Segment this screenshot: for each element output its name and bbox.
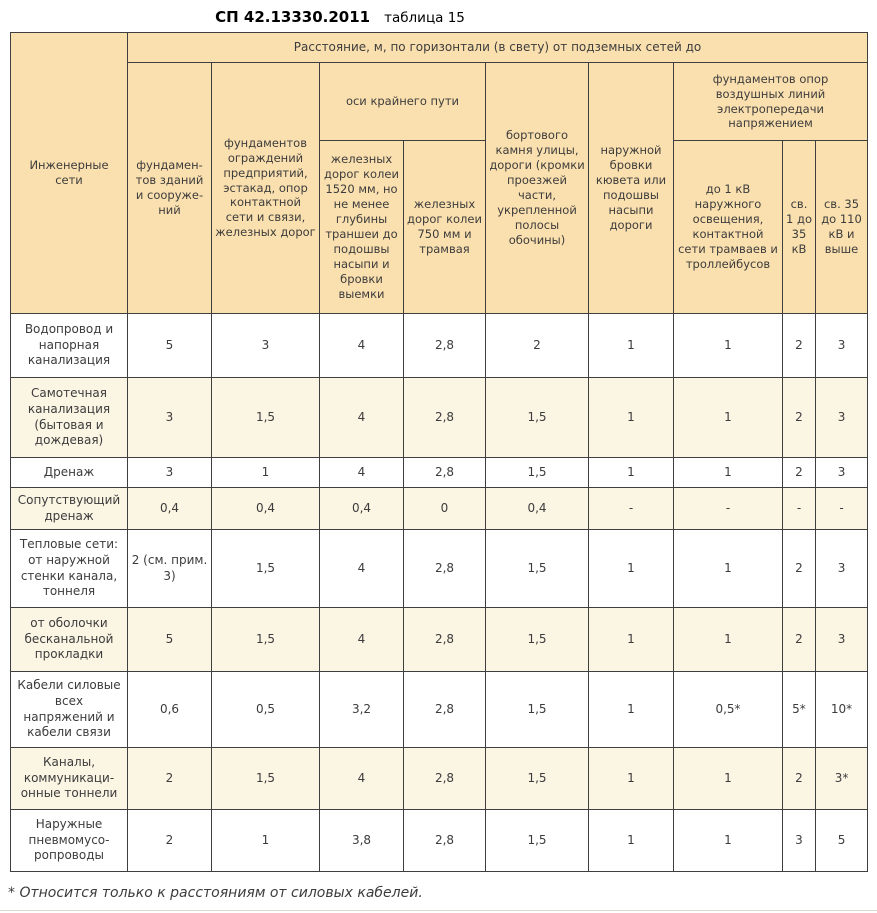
table-body [11, 314, 868, 872]
cell-value: 2 [783, 608, 816, 672]
cell-value: 1 [212, 810, 320, 872]
cell-value: 3,8 [320, 810, 404, 872]
cell-value: 1,5 [212, 748, 320, 810]
cell-value: 2 [783, 378, 816, 458]
cell-value: 2 [783, 458, 816, 488]
cell-value: 3,2 [320, 672, 404, 748]
table-number-label: таблица 15 [384, 10, 465, 26]
row-label: Каналы, коммуникаци-онные тоннели [11, 748, 128, 810]
cell-value: 3 [128, 378, 212, 458]
cell-value: 1 [589, 810, 674, 872]
cell-value: 1,5 [486, 672, 589, 748]
cell-value: 0,5* [674, 672, 783, 748]
cell-value: 4 [320, 458, 404, 488]
cell-value: 1 [674, 530, 783, 608]
header-engineering-networks: Инженерные сети [11, 33, 128, 314]
table-row [11, 810, 868, 872]
cell-value: 0,5 [212, 672, 320, 748]
cell-value: 4 [320, 378, 404, 458]
row-label: Водопровод и напорная канализация [11, 314, 128, 378]
table-row [11, 748, 868, 810]
header-kv-up-to-1: до 1 кВ наружного освещения, контактной сети трамваев и троллейбусов [674, 141, 783, 314]
cell-value: 2,8 [404, 748, 486, 810]
cell-value: - [816, 488, 868, 530]
cell-value: 0 [404, 488, 486, 530]
cell-value: 5 [128, 314, 212, 378]
cell-value: 2,8 [404, 458, 486, 488]
cell-value: 2,8 [404, 608, 486, 672]
cell-value: 1 [589, 608, 674, 672]
cell-value: 1,5 [486, 608, 589, 672]
cell-value: 10* [816, 672, 868, 748]
cell-value: 0,6 [128, 672, 212, 748]
cell-value: 0,4 [320, 488, 404, 530]
cell-value: 0,4 [212, 488, 320, 530]
header-foundations-buildings: фундамен-тов зданий и сооруже-ний [128, 63, 212, 314]
row-label: Дренаж [11, 458, 128, 488]
cell-value: 3* [816, 748, 868, 810]
table-row [11, 608, 868, 672]
document-code: СП 42.13330.2011 [215, 8, 371, 26]
cell-value: 2,8 [404, 672, 486, 748]
cell-value: 3 [212, 314, 320, 378]
distances-table [10, 32, 868, 872]
table-row [11, 378, 868, 458]
cell-value: 1 [212, 458, 320, 488]
cell-value: 5* [783, 672, 816, 748]
cell-value: 1 [589, 672, 674, 748]
cell-value: 2 [486, 314, 589, 378]
cell-value: 2,8 [404, 530, 486, 608]
cell-value: 1,5 [212, 378, 320, 458]
cell-value: 1 [674, 810, 783, 872]
cell-value: 1,5 [486, 458, 589, 488]
cell-value: 1 [674, 748, 783, 810]
cell-value: 2 [128, 748, 212, 810]
row-label: Сопутствующий дренаж [11, 488, 128, 530]
header-distance-span: Расстояние, м, по горизонтали (в свету) от подземных сетей до [128, 33, 868, 63]
cell-value: 1,5 [486, 748, 589, 810]
row-label: Самотечная канализация (бытовая и дождевая) [11, 378, 128, 458]
cell-value: 3 [816, 530, 868, 608]
cell-value: 1 [589, 314, 674, 378]
cell-value: 1 [589, 530, 674, 608]
cell-value: 4 [320, 314, 404, 378]
cell-value: 1,5 [486, 530, 589, 608]
header-kv-1-35: св. 1 до 35 кВ [783, 141, 816, 314]
table-row [11, 314, 868, 378]
cell-value: 4 [320, 748, 404, 810]
cell-value: 1 [674, 608, 783, 672]
header-rail-750: железных дорог колеи 750 мм и трамвая [404, 141, 486, 314]
table-row [11, 530, 868, 608]
header-rail-axis-group: оси крайнего пути [320, 63, 486, 141]
cell-value: 3 [816, 314, 868, 378]
header-rail-1520: железных дорог колеи 1520 мм, но не менее глубины траншеи до подошвы насыпи и бровки выемки [320, 141, 404, 314]
cell-value: 5 [128, 608, 212, 672]
cell-value: 1 [674, 458, 783, 488]
cell-value: 4 [320, 530, 404, 608]
header-power-line-group: фундаментов опор воздушных линий электропередачи напряжением [674, 63, 868, 141]
table-row [11, 672, 868, 748]
table-row [11, 488, 868, 530]
cell-value: 1,5 [486, 378, 589, 458]
cell-value: 3 [816, 608, 868, 672]
header-ditch-edge: наружной бровки кювета или подошвы насыпи дороги [589, 63, 674, 314]
header-foundations-fences: фундаментов ограждений предприятий, эстакад, опор контактной сети и связи, железных дорог [212, 63, 320, 314]
cell-value: 1 [674, 378, 783, 458]
page-title [10, 7, 670, 26]
table-row [11, 458, 868, 488]
header-curb: бортового камня улицы, дороги (кромки проезжей части, укрепленной полосы обочины) [486, 63, 589, 314]
footnote: * Относится только к расстояниям от силовых кабелей. [8, 885, 423, 901]
cell-value: 2 [128, 810, 212, 872]
cell-value: 3 [816, 378, 868, 458]
table-header [11, 33, 868, 314]
cell-value: 3 [128, 458, 212, 488]
cell-value: 2 [783, 530, 816, 608]
row-label: Тепловые сети: от наружной стенки канала, тоннеля [11, 530, 128, 608]
cell-value: 1 [589, 378, 674, 458]
row-label: Кабели силовые всех напряжений и кабели связи [11, 672, 128, 748]
cell-value: 4 [320, 608, 404, 672]
cell-value: 1 [589, 458, 674, 488]
cell-value: 2,8 [404, 378, 486, 458]
cell-value: - [783, 488, 816, 530]
cell-value: 1 [589, 748, 674, 810]
cell-value: 1,5 [212, 608, 320, 672]
cell-value: 5 [816, 810, 868, 872]
row-label: Наружные пневмомусо-ропроводы [11, 810, 128, 872]
header-kv-35-110: св. 35 до 110 кВ и выше [816, 141, 868, 314]
bottom-divider [0, 910, 877, 911]
cell-value: 0,4 [128, 488, 212, 530]
row-label: от оболочки бесканальной прокладки [11, 608, 128, 672]
cell-value: 3 [816, 458, 868, 488]
cell-value: 1,5 [212, 530, 320, 608]
cell-value: 1,5 [486, 810, 589, 872]
cell-value: 3 [783, 810, 816, 872]
cell-value: 2 [783, 314, 816, 378]
cell-value: - [674, 488, 783, 530]
cell-value: 0,4 [486, 488, 589, 530]
cell-value: 2,8 [404, 810, 486, 872]
cell-value: 2,8 [404, 314, 486, 378]
cell-value: 2 (см. прим. 3) [128, 530, 212, 608]
cell-value: - [589, 488, 674, 530]
cell-value: 1 [674, 314, 783, 378]
cell-value: 2 [783, 748, 816, 810]
